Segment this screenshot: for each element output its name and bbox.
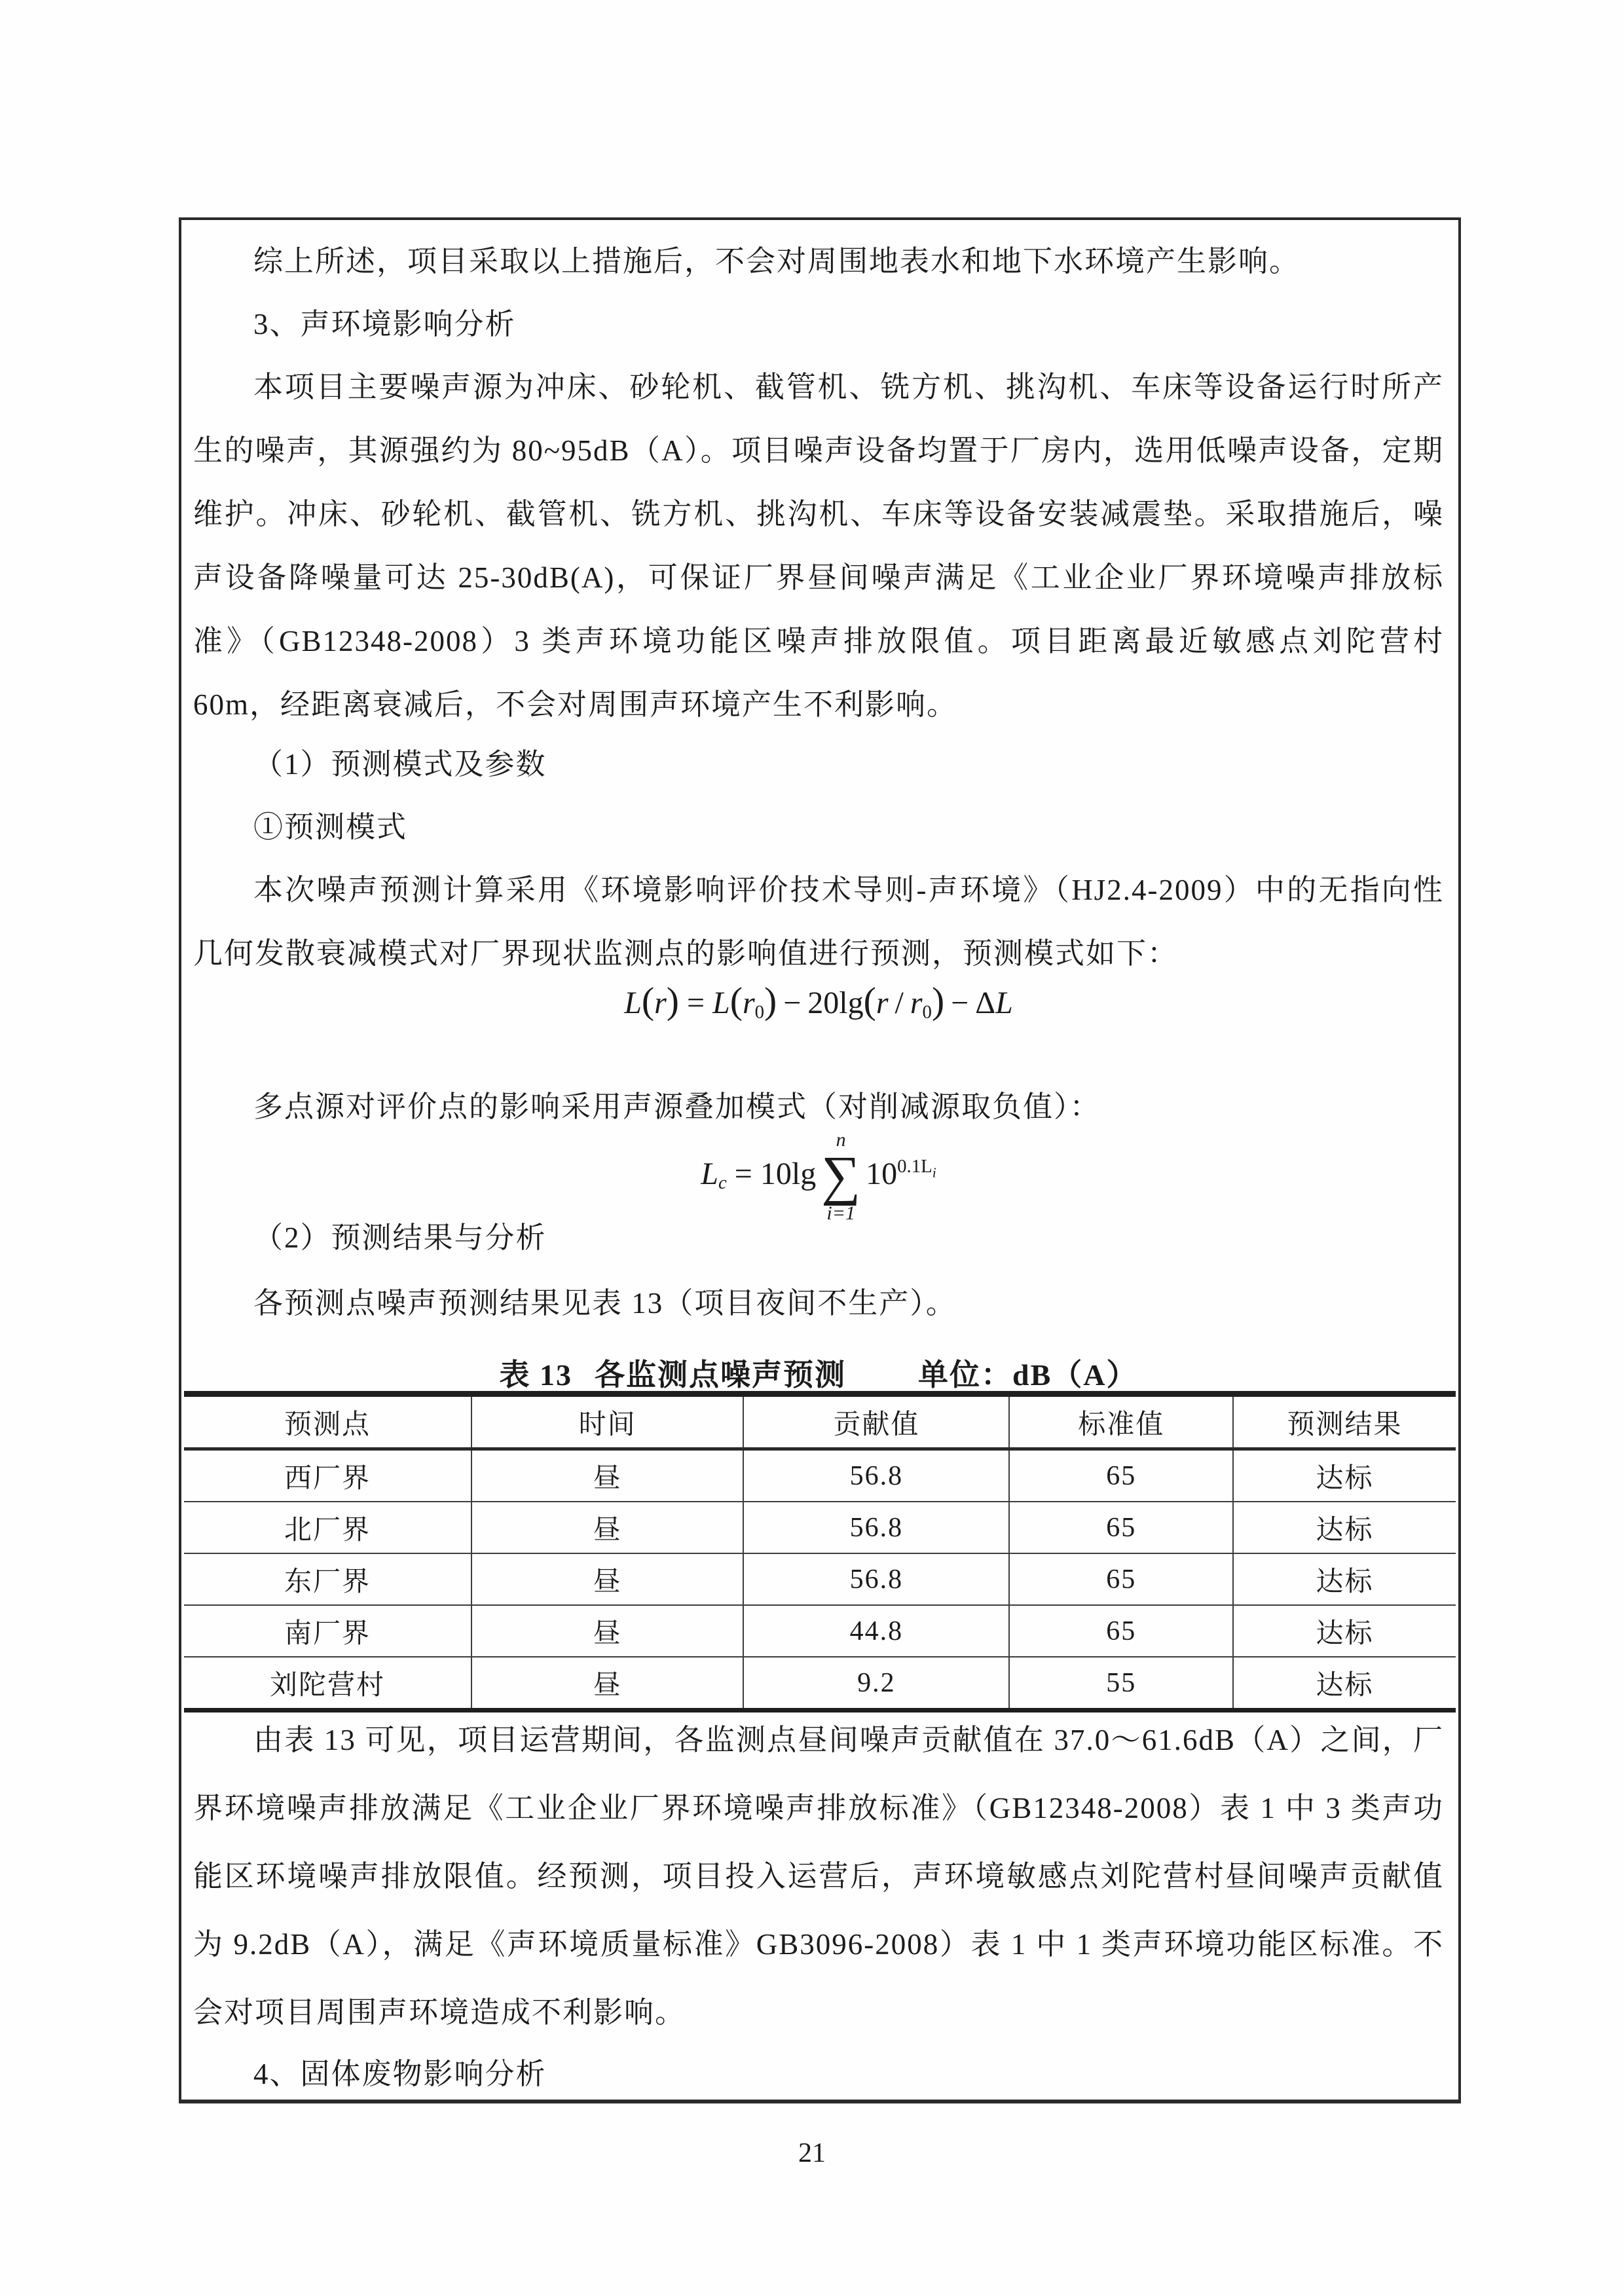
paragraph-prediction-method: 本次噪声预测计算采用《环境影响评价技术导则-声环境》（HJ2.4-2009）中的无指向性几何发散衰减模式对厂界现状监测点的影响值进行预测，预测模式如下： (193, 874, 1444, 970)
paragraph-results-reference: 各预测点噪声预测结果见表 13（项目夜间不生产）。 (253, 1287, 957, 1320)
table-row (184, 1502, 1456, 1553)
paragraph-superposition-intro: 多点源对评价点的影响采用声源叠加模式（对削减源取负值）： (253, 1090, 1101, 1123)
formula-minus: − (951, 986, 969, 1020)
formula-delta: Δ (975, 986, 996, 1020)
table-cell: 昼 (471, 1657, 744, 1711)
table-row (184, 1605, 1456, 1657)
formula-term: 20lg (807, 986, 864, 1020)
paragraph-table-discussion: 由表 13 可见，项目运营期间，各监测点昼间噪声贡献值在 37.0～61.6dB（A）之间，厂界环境噪声排放满足《工业企业厂界环境噪声排放标准》（GB12348-2008）表 1 中 3 类声功能区环境噪声排放限值。经预测，项目投入运营后，声环境敏感点刘陀营村昼间噪声贡献值为 9.2dB（A），满足《声环境质量标准》GB3096-2008）表 1 中 1 类声环境功能区标准。不会对项目周围声环境造成不利影响。 (193, 1724, 1444, 2029)
table-cell: 65 (1009, 1502, 1233, 1553)
formula-paren: ) (764, 980, 777, 1022)
formula-paren: ) (931, 980, 945, 1022)
table-cell: 9.2 (743, 1657, 1009, 1711)
formula-equals: = (734, 1156, 752, 1191)
table-row (184, 1449, 1456, 1502)
column-header-point: 预测点 (184, 1394, 471, 1449)
table-cell: 昼 (471, 1449, 744, 1502)
noise-prediction-table (184, 1391, 1456, 1713)
table-row (184, 1657, 1456, 1711)
table-cell: 56.8 (743, 1553, 1009, 1605)
formula-exponent-subscript: i (932, 1164, 936, 1181)
table-cell: 南厂界 (184, 1605, 471, 1657)
formula-subscript: c (718, 1172, 727, 1194)
formula-term: r (910, 986, 923, 1020)
formula-term: L (701, 1156, 718, 1191)
formula-paren: ) (666, 980, 679, 1022)
formula-slash: / (895, 986, 904, 1020)
formula-paren: ( (729, 980, 743, 1022)
table-cell: 昼 (471, 1502, 744, 1553)
formula-distance-attenuation (193, 980, 1444, 1023)
heading-prediction-model-params: （1）预测模式及参数 (253, 748, 547, 781)
page-number: 21 (798, 2138, 826, 2168)
table-header-row (184, 1394, 1456, 1449)
column-header-time: 时间 (471, 1394, 744, 1449)
heading-solid-waste: 4、固体废物影响分析 (253, 2058, 547, 2090)
formula-minus: − (783, 986, 802, 1020)
table-cell: 65 (1009, 1449, 1233, 1502)
formula-equals: = (686, 986, 705, 1020)
table-cell: 达标 (1233, 1553, 1456, 1605)
table13-title-text: 各监测点噪声预测 (595, 1358, 846, 1392)
table-cell: 东厂界 (184, 1553, 471, 1605)
table-cell: 55 (1009, 1657, 1233, 1711)
summation-upper-limit: n (836, 1129, 846, 1151)
table-row (184, 1553, 1456, 1605)
formula-subscript: 0 (754, 1001, 765, 1023)
formula-exponent-text: 0.1L (897, 1155, 932, 1177)
table-cell: 56.8 (743, 1449, 1009, 1502)
heading-prediction-results: （2）预测结果与分析 (253, 1221, 547, 1254)
formula-term: r (876, 986, 889, 1020)
column-header-standard: 标准值 (1009, 1394, 1233, 1449)
formula-base: 10 (866, 1156, 898, 1191)
table-cell: 达标 (1233, 1657, 1456, 1711)
table-cell: 北厂界 (184, 1502, 471, 1553)
formula-term: L (712, 986, 730, 1020)
table-cell: 刘陀营村 (184, 1657, 471, 1711)
formula-term: L (624, 986, 642, 1020)
table-cell: 65 (1009, 1553, 1233, 1605)
formula-term: r (742, 986, 755, 1020)
summation-lower-limit: i=1 (826, 1202, 855, 1224)
table-cell: 56.8 (743, 1502, 1009, 1553)
table-cell: 65 (1009, 1605, 1233, 1657)
table-cell: 达标 (1233, 1502, 1456, 1553)
table13-unit-label: 单位：dB（A） (918, 1358, 1138, 1392)
table-cell: 西厂界 (184, 1449, 471, 1502)
formula-coefficient: 10lg (760, 1156, 817, 1191)
heading-noise-analysis: 3、声环境影响分析 (253, 308, 516, 341)
paragraph-noise-sources: 本项目主要噪声源为冲床、砂轮机、截管机、铣方机、挑沟机、车床等设备运行时所产生的噪声，其源强约为 80~95dB（A）。项目噪声设备均置于厂房内，选用低噪声设备，定期维护。冲床、砂轮机、截管机、铣方机、挑沟机、车床等设备安装减震垫。采取措施后，噪声设备降噪量可达 25-30dB(A)，可保证厂界昼间噪声满足《工业企业厂界环境噪声排放标准》（GB12348-2008）3 类声环境功能区噪声排放限值。项目距离最近敏感点刘陀营村 60m，经距离衰减后，不会对周围声环境产生不利影响。 (193, 371, 1444, 721)
table-cell: 达标 (1233, 1605, 1456, 1657)
table-cell: 达标 (1233, 1449, 1456, 1502)
sigma-icon: ∑ (821, 1145, 861, 1206)
table13-title-label: 表 13 (499, 1358, 572, 1392)
table-cell: 44.8 (743, 1605, 1009, 1657)
table-cell: 昼 (471, 1605, 744, 1657)
formula-paren: ( (863, 980, 876, 1022)
table-cell: 昼 (471, 1553, 744, 1605)
paragraph-conclusion-water: 综上所述，项目采取以上措施后，不会对周围地表水和地下水环境产生影响。 (253, 245, 1301, 278)
content-border-box (179, 217, 1461, 2103)
column-header-contribution: 贡献值 (743, 1394, 1009, 1449)
formula-subscript: 0 (922, 1001, 932, 1023)
heading-prediction-model: ①预测模式 (253, 811, 408, 843)
formula-term: r (654, 986, 667, 1020)
formula-exponent (897, 1155, 936, 1181)
column-header-result: 预测结果 (1233, 1394, 1456, 1449)
formula-term: L (995, 986, 1013, 1020)
formula-paren: ( (641, 980, 655, 1022)
